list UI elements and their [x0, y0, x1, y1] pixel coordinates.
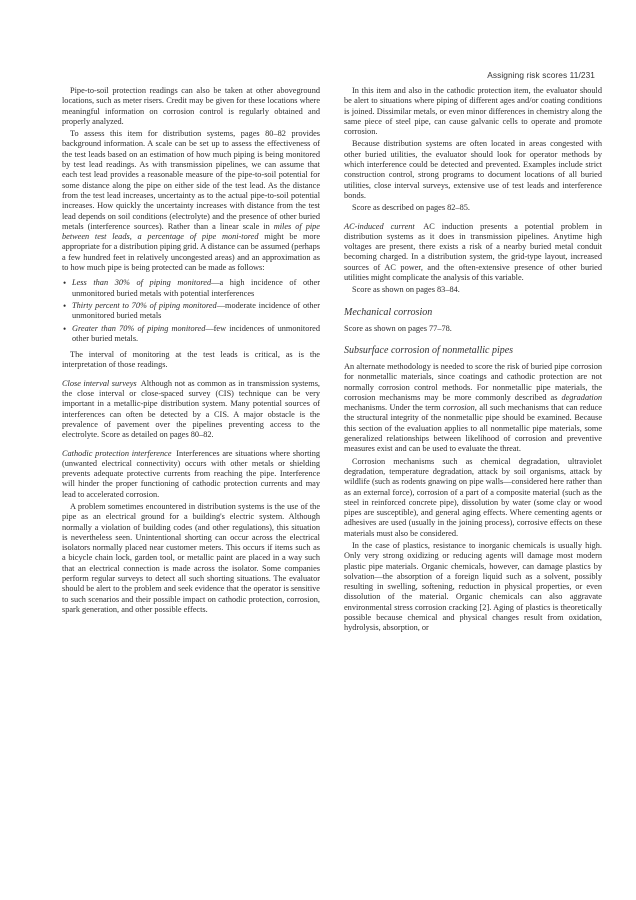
paragraph: A problem sometimes encountered in distribution systems is the use of the pipe as an electrical ground for a building's electric system. Although normally a violation of building codes (and other regulations), this situation is nevertheless seen. Unintentional shorting can occur across the electrical isolators normally placed near customer meters. This occurs if items such as a bicycle chain lock, garden tool, or metallic paint are placed in a way such that an electrical connection is made across the isolator. Some companies perform regular surveys to detect all such shorting situations. The evaluator should be alert to the problem and seek evidence that the operator is sensitive to such scenarios and their possible impact on cathodic protection, corrosion, spark generation, and other possible effects. [62, 501, 320, 614]
paragraph: Corrosion mechanisms such as chemical degradation, ultraviolet degradation, temperature degradation, attack by soil organisms, attack by wildlife (such as rodents gnawing on pipe walls—considered here rather than as an external force), corrosion of a part of a composite material (such as the steel in reinforced concrete pipe), dissolution by water (some clay or wood pipes are susceptible), and general aging effects. Where cementing agents or adhesives are used (usually in the joining process), corrosive effects on these materials must also be considered. [344, 456, 602, 538]
paragraph: In this item and also in the cathodic protection item, the evaluator should be alert to situations where piping of different ages and/or coating conditions is joined. Dissimilar metals, or even minor differences in chemistry along the same piece of steel pipe, can cause galvanic cells to operate and promote corrosion. [344, 86, 602, 137]
run-in-heading: Close interval surveys [62, 378, 137, 388]
paragraph: The interval of monitoring at the test leads is critical, as is the interpretation of those readings. [62, 350, 320, 370]
run-in-heading: Cathodic protection interference [62, 448, 172, 458]
paragraph: Score as shown on pages 83–84. [352, 285, 460, 295]
paragraph: In the case of plastics, resistance to inorganic chemicals is usually high. Only very strong oxidizing or reducing agents will damage most modern plastic pipe materials. Organic chemicals, however, can damage plastics by solvation—the absorption of a foreign liquid such as a solvent, possibly resulting in swelling, softening, reduction in physical properties, or even dissolution of the material. Organic chemicals can also aggravate environmental stress corrosion cracking [2]. Aging of plastics is theoretically possible because chemical and physical changes result from oxidation, hydrolysis, absorption, or [344, 540, 602, 633]
list-item: • Greater than 70% of piping monitored—few incidences of unmonitored other buried metals. [62, 324, 320, 345]
section-heading-nonmetallic-pipes: Subsurface corrosion of nonmetallic pipes [344, 344, 514, 356]
paragraph: Score as described on pages 82–85. [352, 203, 470, 213]
paragraph: Because distribution systems are often located in areas congested with other buried utilities, the evaluator should look for operator methods by which interference could be detected and prevented. Examples include strict construction control, strong programs to document locations of all buried utilities, close interval surveys, extensive use of test leads and interference bonds. [344, 139, 602, 200]
section-heading-mechanical-corrosion: Mechanical corrosion [344, 306, 433, 318]
paragraph-cathodic-protection-interference: Cathodic protection interference Interferences are situations where shorting (unwanted electrical connectivity) occurs with other metals or shielding prevents adequate protective currents from reaching the pipe. Interference will hinder the proper functioning of cathodic protection currents and may lead to accelerated corrosion. [62, 448, 321, 499]
run-in-heading: AC-induced current [344, 221, 415, 231]
paragraph-ac-induced-current: AC-induced current AC induction presents a potential problem in distribution systems as it does in transmission pipelines. Anytime high voltages are present, there exists a risk of a nearby buried metal conduit becoming charged. In a distribution system, the grid-type layout, increased sources of AC power, and the often-extensive presence of other buried utilities might complicate the analysis of this variable. [344, 221, 602, 283]
left-column [62, 86, 320, 617]
paragraph: Pipe-to-soil protection readings can also be taken at other aboveground locations, such as meter risers. Credit may be given for these locations where meaningful information on corrosion control is regularly obtained and properly analyzed. [62, 86, 320, 126]
right-column [344, 86, 602, 636]
paragraph-close-interval-surveys: Close interval surveys Although not as common as in transmission systems, the close interval or close-spaced survey (CIS) technique can be very important in a metallic-pipe distribution system. Many potential sources of interferences can often be detected by a CIS. A major obstacle is the prevalence of pavement over the pipelines preventing access to the electrolyte. Score as detailed on pages 80–82. [62, 378, 320, 440]
list-item: • Thirty percent to 70% of piping monitored—moderate incidence of other unmonitored buried metals [62, 301, 320, 322]
paragraph: Score as shown on pages 77–78. [344, 323, 452, 333]
monitoring-bullet-list [62, 278, 320, 344]
running-head: Assigning risk scores 11/231 [487, 70, 595, 80]
paragraph: To assess this item for distribution systems, pages 80–82 provides background information. A scale can be set up to assess the effectiveness of the test leads based on an estimation of how much piping is being monitored by test lead readings. As with transmission pipelines, we can assume that each test lead provides a reasonable measure of the pipe-to-soil potential for some distance along the pipe on either side of the test lead. As the distance from the test lead increases, uncertainty as to the actual pipe-to-soil potential increases. How quickly the uncertainty increases with distance from the test lead depends on soil conditions (electrolyte) and the presence of other buried metals (interference sources). Rather than a linear scale in miles of pipe between test leads, a percentage of pipe moni-tored might be more appropriate for a distribution piping grid. A distance can be assumed (perhaps a few hundred feet in relatively uncongested areas) and an approximation as to how much pipe is being protected can be made as follows: [62, 129, 320, 273]
list-item: • Less than 30% of piping monitored—a high incidence of other unmonitored buried metals with potential interferences [62, 278, 320, 299]
paragraph: An alternate methodology is needed to score the risk of buried pipe corrosion for nonmetallic materials, since coatings and cathodic protection are not normally corrosion control methods. For nonmetallic pipe materials, the corrosion mechanisms may be more commonly described as degradation mechanisms. Under the term corrosion, all such mechanisms that can reduce the structural integrity of the nonmetallic pipe should be examined. Because this section of the evaluation applies to all nonmetallic pipe materials, some generalized relationships between likelihood of corrosion and preventive measures exist and can be used to evaluate the threat. [344, 361, 602, 454]
